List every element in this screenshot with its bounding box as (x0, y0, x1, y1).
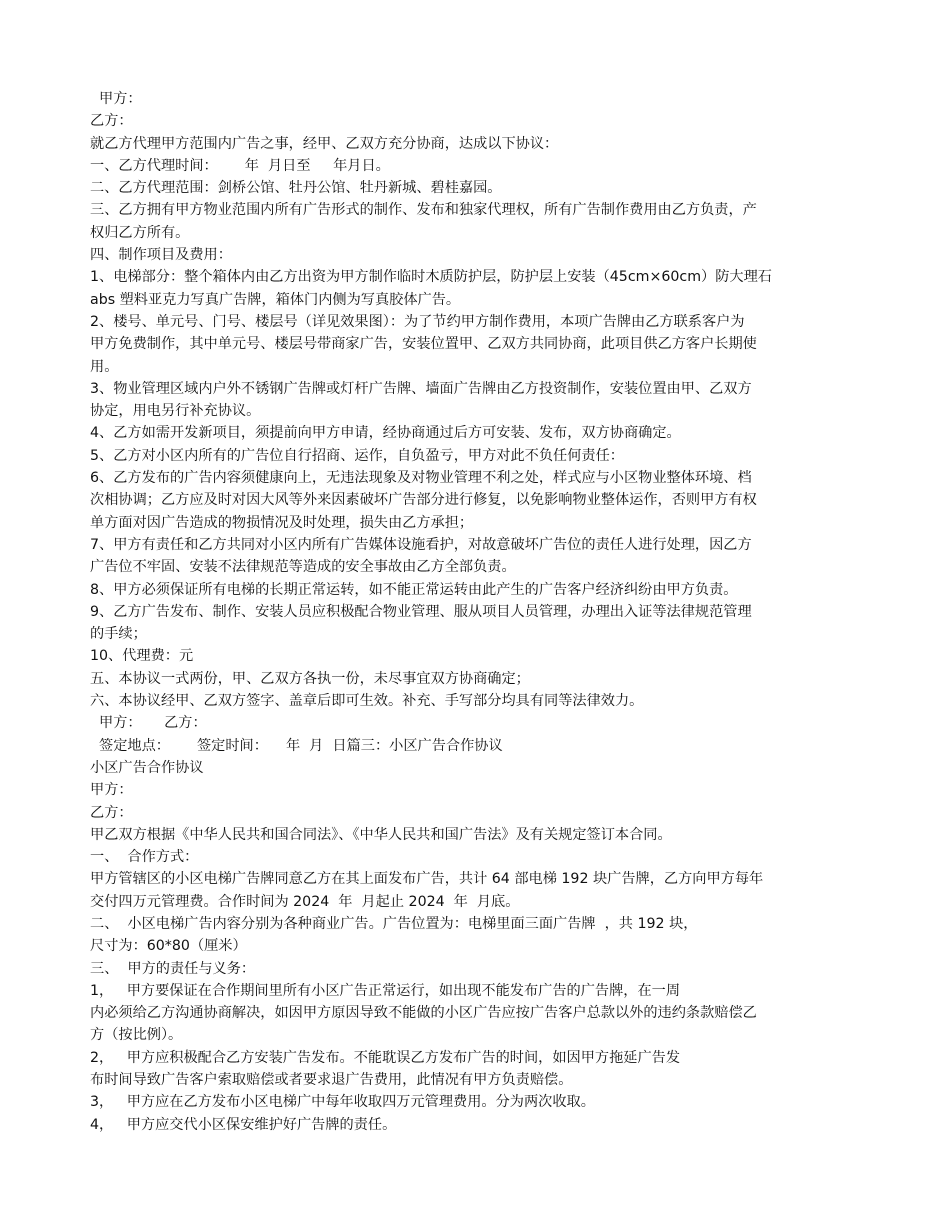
document-line: 9、乙方广告发布、制作、安装人员应积极配合物业管理、服从项目人员管理，办理出入证等法律规范管理 (90, 603, 752, 620)
document-line: 二、 小区电梯广告内容分别为各种商业广告。广告位置为：电梯里面三面广告牌 ，共 192 块， (90, 915, 698, 932)
document-line: 三、 甲方的责任与义务： (90, 960, 256, 977)
document-line: 布时间导致广告客户索取赔偿或者要求退广告费用，此情况有甲方负责赔偿。 (90, 1072, 573, 1089)
document-line: 8、甲方必须保证所有电梯的长期正常运转，如不能正常运转由此产生的广告客户经济纠纷由甲方负责。 (90, 581, 738, 598)
document-line: 3， 甲方应在乙方发布小区电梯广中每年收取四万元管理费用。分为两次收取。 (90, 1094, 595, 1111)
document-line: 内必须给乙方沟通协商解决，如因甲方原因导致不能做的小区广告应按广告客户总款以外的违约条款赔偿乙 (90, 1005, 757, 1022)
document-line: 五、本协议一式两份，甲、乙双方各执一份，未尽事宜双方协商确定； (90, 670, 530, 687)
document-line: 4， 甲方应交代小区保安维护好广告牌的责任。 (90, 1116, 397, 1133)
document-line: 甲方： (90, 782, 133, 799)
document-line: 甲方： 乙方： (99, 715, 207, 732)
document-line: 4、乙方如需开发新项目，须提前向甲方申请，经协商通过后方可安装、发布，双方协商确定。 (90, 425, 681, 442)
document-line: 1、电梯部分：整个箱体内由乙方出资为甲方制作临时木质防护层，防护层上安装（45cm×60cm）防大理石 (90, 269, 772, 286)
document-line: 协定，用电另行补充协议。 (90, 403, 261, 420)
document-line: 1， 甲方要保证在合作期间里所有小区广告正常运行，如出现不能发布广告的广告牌，在一周 (90, 982, 681, 999)
document-line: 交付四万元管理费。合作时间为 2024 年 月起止 2024 年 月底。 (90, 893, 520, 910)
document-line: abs 塑料亚克力写真广告牌，箱体门内侧为写真胶体广告。 (90, 291, 461, 308)
document-line: 就乙方代理甲方范围内广告之事，经甲、乙双方充分协商，达成以下协议： (90, 135, 559, 152)
document-line: 次相协调；乙方应及时对因大风等外来因素破坏广告部分进行修复，以免影响物业整体运作，否则甲方有权 (90, 492, 757, 509)
document-line: 权归乙方所有。 (90, 224, 190, 241)
document-body (90, 88, 870, 1136)
document-line: 六、本协议经甲、乙双方签字、盖章后即可生效。补充、手写部分均具有同等法律效力。 (90, 693, 644, 710)
document-line: 尺寸为：60*80（厘米） (90, 938, 247, 955)
document-line: 乙方： (90, 113, 133, 130)
document-line: 甲方管辖区的小区电梯广告牌同意乙方在其上面发布广告，共计 64 部电梯 192 块广告牌，乙方向甲方每年 (90, 871, 764, 888)
document-line: 单方面对因广告造成的物损情况及时处理，损失由乙方承担； (90, 514, 474, 531)
document-line: 10、代理费：元 (90, 648, 194, 665)
document-line: 甲乙双方根据《中华人民共和国合同法》、《中华人民共和国广告法》及有关规定签订本合同。 (90, 826, 672, 843)
document-line: 签定地点： 签定时间： 年 月 日篇三：小区广告合作协议 (99, 737, 503, 754)
document-line: 7、甲方有责任和乙方共同对小区内所有广告媒体设施看护，对故意破坏广告位的责任人进行处理，因乙方 (90, 536, 752, 553)
document-line: 甲方免费制作，其中单元号、楼层号带商家广告，安装位置甲、乙双方共同协商，此项目供乙方客户长期使 (90, 336, 757, 353)
document-line: 5、乙方对小区内所有的广告位自行招商、运作，自负盈亏，甲方对此不负任何责任： (90, 447, 624, 464)
document-line: 的手续； (90, 626, 147, 643)
document-line: 一、乙方代理时间： 年 月日至 年月日。 (90, 157, 390, 174)
document-line: 用。 (90, 358, 119, 375)
document-line: 三、乙方拥有甲方物业范围内所有广告形式的制作、发布和独家代理权，所有广告制作费用由乙方负责，产 (90, 202, 757, 219)
document-line: 二、乙方代理范围：剑桥公馆、牡丹公馆、牡丹新城、碧桂嘉园。 (90, 180, 502, 197)
document-line: 四、制作项目及费用： (90, 247, 232, 264)
document-line: 6、乙方发布的广告内容须健康向上，无违法现象及对物业管理不利之处，样式应与小区物业整体环境、档 (90, 470, 752, 487)
document-line: 2、楼号、单元号、门号、楼层号（详见效果图）：为了节约甲方制作费用，本项广告牌由乙方联系客户为 (90, 313, 745, 330)
document-line: 方（按比例）。 (90, 1027, 183, 1044)
document-line: 甲方： (99, 91, 142, 107)
document-line: 3、物业管理区域内户外不锈钢广告牌或灯杆广告牌、墙面广告牌由乙方投资制作，安装位置由甲、乙双方 (90, 380, 752, 397)
document-line: 广告位不牢固、安装不法律规范等造成的安全事故由乙方全部负责。 (90, 559, 516, 576)
document-line: 一、 合作方式： (90, 849, 199, 866)
document-line: 乙方： (90, 804, 133, 821)
document-line: 2， 甲方应积极配合乙方安装广告发布。不能耽误乙方发布广告的时间，如因甲方拖延广告发 (90, 1049, 681, 1066)
document-line: 小区广告合作协议 (90, 759, 204, 776)
